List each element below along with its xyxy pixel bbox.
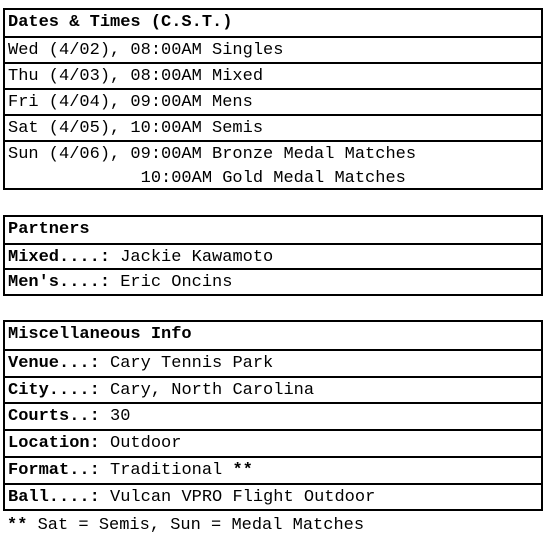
misc-value: Vulcan VPRO Flight Outdoor (99, 487, 376, 507)
dates-times-table (3, 8, 543, 190)
footnote (7, 513, 364, 539)
footnote-marker: ** (7, 516, 28, 535)
misc-info-table (3, 320, 543, 511)
schedule-row-thu: Thu (4/03), 08:00AM Mixed (5, 62, 541, 88)
misc-row-city (5, 376, 541, 403)
misc-row-venue (5, 349, 541, 376)
misc-info-title: Miscellaneous Info (8, 325, 192, 344)
misc-key: Format..: (8, 460, 100, 480)
partner-value: Jackie Kawamoto (110, 247, 274, 267)
schedule-row-wed: Wed (4/02), 08:00AM Singles (5, 36, 541, 62)
misc-value: Traditional (99, 460, 233, 480)
misc-key: Ball....: (8, 487, 100, 507)
misc-key: Venue...: (8, 353, 100, 373)
misc-value: Cary Tennis Park (99, 353, 274, 373)
schedule-row-sun: Sun (4/06), 09:00AM Bronze Medal Matches (5, 140, 541, 166)
misc-value: Outdoor (99, 434, 182, 454)
partner-key: Men's....: (8, 273, 111, 292)
partner-row-mixed (5, 243, 541, 269)
misc-row-courts (5, 402, 541, 429)
partners-table (3, 215, 543, 296)
misc-value: Cary, North Carolina (99, 380, 315, 400)
partners-title: Partners (8, 220, 90, 239)
misc-row-format (5, 456, 541, 483)
footnote-marker: ** (232, 460, 253, 480)
misc-key: Courts..: (8, 407, 100, 427)
misc-row-ball (5, 483, 541, 510)
partner-value: Eric Oncins (110, 273, 233, 292)
misc-value: 30 (99, 407, 131, 427)
partner-key: Mixed....: (8, 247, 111, 267)
dates-times-title: Dates & Times (C.S.T.) (8, 13, 233, 32)
misc-key: Location: (8, 434, 100, 454)
misc-row-location (5, 429, 541, 456)
schedule-row-fri: Fri (4/04), 09:00AM Mens (5, 88, 541, 114)
schedule-row-sat: Sat (4/05), 10:00AM Semis (5, 114, 541, 140)
schedule-row-sun-cont: 10:00AM Gold Medal Matches (8, 169, 406, 188)
partner-row-mens (5, 268, 541, 294)
misc-key: City....: (8, 380, 100, 400)
footnote-text: Sat = Semis, Sun = Medal Matches (27, 516, 365, 535)
